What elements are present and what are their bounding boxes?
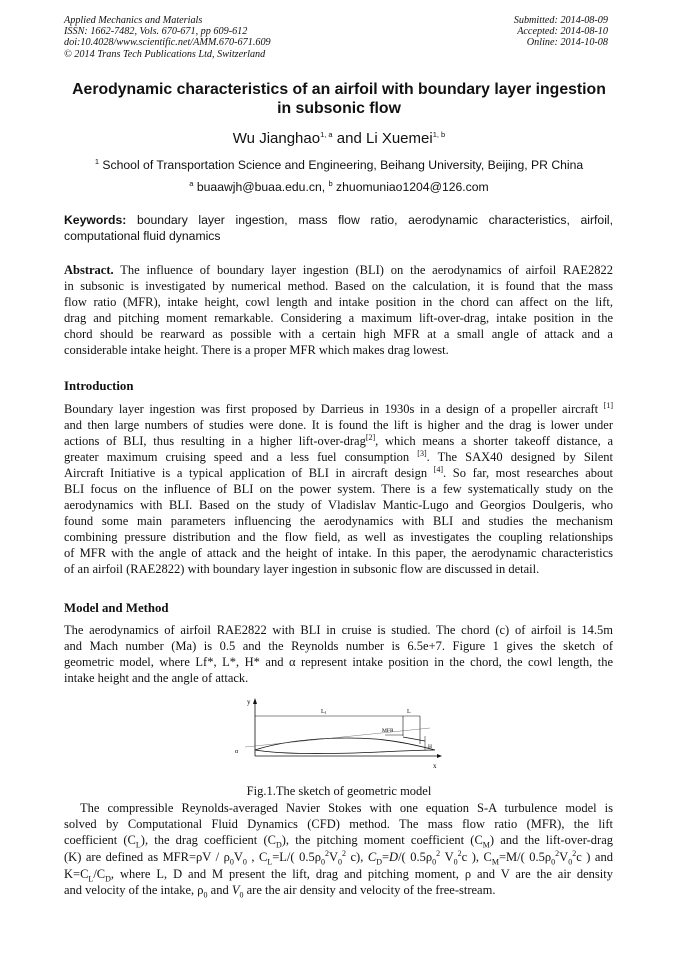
online-date: Online: 2014-10-08	[526, 37, 608, 49]
journal-name: Applied Mechanics and Materials	[64, 15, 203, 26]
method-line: solved by Computational Fluid Dynamics (CFD) method. The mass flow ratio (MFR), the lift	[64, 817, 613, 831]
intro-line: of an airfoil (RAE2822) with boundary layer ingestion in subsonic flow are discussed in detail.	[64, 562, 540, 576]
model-line: intake height and the angle of attack.	[64, 671, 249, 685]
email-a: buaawjh@buaa.edu.cn,	[193, 180, 329, 194]
abstract-line: chord should be rearward as possible with a certain high MFR at a small angle of attack and a	[64, 327, 613, 341]
intro-line: found some main parameters influencing the aerodynamics with BLI and studies the mechanism	[64, 514, 613, 528]
method-line: coefficient $(C_L)$, the drag coefficient $(C_D)$, the pitching moment coefficient $(C_M)$ and the lift-over-drag	[64, 833, 613, 850]
model-line: and Mach number (Ma) is 0.5 and the Reynolds number is 6.5e+7. Figure 1 gives the sketch of	[64, 639, 613, 653]
intro-line: aerodynamics with BLI. Based on the study of Vladislav Mantic-Lugo and Georgios Doulgeris, who	[64, 498, 613, 512]
title-line: Aerodynamic characteristics of an airfoil with boundary layer ingestion	[72, 81, 606, 98]
journal-issn: ISSN: 1662-7482, Vols. 670-671, pp 609-612	[64, 26, 248, 38]
y-axis-arrow	[253, 698, 257, 704]
intro-line: combining pressure distribution and the flow field, as well as investigates the coupling relationships	[64, 530, 613, 544]
method-line: $K=C_L/C_D$, where L, D and M present the lift, drag and pitching moment, ρ and V are the air density	[64, 867, 613, 884]
abstract-line: in subsonic is investigated by numerical method. Based on the calculation, it is found that the mass	[64, 279, 613, 293]
email-sup: b	[328, 178, 333, 188]
h-label: H	[428, 744, 432, 750]
intro-line: Boundary layer ingestion was first proposed by Darrieus in 1930s in a design of a propeller aircraft [1]	[64, 400, 613, 416]
citation: [2]	[365, 432, 376, 442]
email-b: zhuomuniao1204@126.com	[332, 180, 489, 194]
author-name: Wu Jianghao	[232, 130, 321, 147]
author-list	[0, 130, 678, 148]
intro-line: BLI focus on the influence of BLI on the power system. There is a few systematically study on the	[64, 482, 613, 496]
email-list	[0, 180, 678, 194]
y-axis-label: y	[247, 698, 251, 706]
alpha-label: α	[235, 749, 239, 755]
section-heading-introduction: Introduction	[64, 379, 134, 393]
intro-line: greater maximum cruising speed and a less fuel consumption [3]. The SAX40 designed by Silent	[64, 448, 613, 464]
accepted-date: Accepted: 2014-08-10	[517, 26, 608, 38]
dates-header	[514, 15, 608, 49]
author-name: Li Xuemei	[365, 130, 433, 147]
intro-line: actions of BLI, thus resulting in a higher lift-over-drag[2], which means a shorter takeoff distance, a	[64, 432, 613, 448]
abstract-line: flow ratio (MFR), intake height, cowl length and intake position in the chord can affect on the lift,	[64, 295, 613, 309]
model-line: The aerodynamics of airfoil RAE2822 with BLI in cruise is studied. The chord (c) of airfoil is 14.5m	[64, 623, 613, 637]
author-sup: 1, b	[432, 130, 446, 139]
l-label: L	[407, 709, 411, 715]
intro-line: and then large numbers of studies were done. It is found the lift is higher and the drag is lower under	[64, 418, 613, 432]
method-line: and velocity of the intake, $\rho_0$ and $V_0$ are the air density and velocity of the free-stream.	[64, 883, 496, 900]
keywords	[64, 212, 613, 244]
x-axis-label: x	[433, 762, 437, 770]
abstract-label: Abstract.	[64, 263, 114, 277]
affiliation	[0, 158, 678, 172]
title-line: in subsonic flow	[277, 100, 401, 117]
submitted-date: Submitted: 2014-08-09	[513, 15, 608, 26]
keywords-text: boundary layer ingestion, mass flow ratio, aerodynamic characteristics, airfoil, computational fluid dynamics	[64, 213, 613, 243]
airfoil-outline	[255, 738, 435, 754]
keywords-label: Keywords:	[64, 213, 127, 227]
intro-line: of MFR with the angle of attack and the height of intake. In this paper, the aerodynamic characteristics	[64, 546, 613, 560]
author-separator: and	[332, 130, 366, 147]
section-heading-model: Model and Method	[64, 601, 169, 615]
journal-copyright: © 2014 Trans Tech Publications Ltd, Switzerland	[64, 48, 266, 60]
method-line: (K) are defined as $MFR=\rho V / \rho_0V_0$ , $C_L=L/$( $0.5\rho_0^2V_0^2$ c), $C_D=D/$( $0.5\rho_0^2$ $V_0^2c$ ), $C_M=M/$( $0.5\rho_0^2V_0^2c$ ) and	[64, 848, 613, 867]
method-body	[64, 800, 613, 898]
geometric-model-figure	[225, 692, 455, 784]
mfr-label: MFR	[382, 728, 394, 734]
abstract	[64, 262, 613, 358]
email-sup: a	[189, 178, 194, 188]
abstract-line: Abstract. The influence of boundary layer ingestion (BLI) on the aerodynamics of airfoil RAE2822	[64, 263, 613, 277]
model-body	[64, 622, 613, 686]
cowl-outline	[403, 737, 425, 741]
journal-doi: doi:10.4028/www.scientific.net/AMM.670-671.609	[64, 37, 271, 49]
model-line: geometric model, where Lf*, L*, H* and α represent intake position in the chord, the cowl length, the	[64, 655, 613, 669]
lf-label: Lf	[321, 709, 327, 715]
citation: [1]	[603, 400, 613, 410]
affiliation-text: School of Transportation Science and Engineering, Beihang University, Beijing, PR China	[99, 158, 584, 172]
introduction-body	[64, 401, 613, 577]
x-axis-arrow	[437, 754, 442, 758]
chord-line	[245, 728, 430, 747]
abstract-line: drag and pitching moment remarkable. Considering a maximum lift-over-drag, intake position in the	[64, 311, 613, 325]
author-sup: 1, a	[320, 130, 333, 139]
abstract-line: considerable intake height. There is a proper MFR which makes drag lowest.	[64, 343, 449, 357]
affiliation-sup: 1	[94, 156, 99, 166]
figure-caption: Fig.1.The sketch of geometric model	[246, 784, 432, 798]
citation: [4]	[433, 464, 444, 474]
journal-header	[64, 15, 271, 60]
intro-line: Aircraft Initiative is a typical application of BLI in aircraft design [4]. So far, most researches about	[64, 464, 614, 480]
paper-title	[50, 80, 628, 118]
method-line: The compressible Reynolds-averaged Navier Stokes with one equation S-A turbulence model is	[80, 801, 613, 815]
citation: [3]	[417, 448, 427, 458]
